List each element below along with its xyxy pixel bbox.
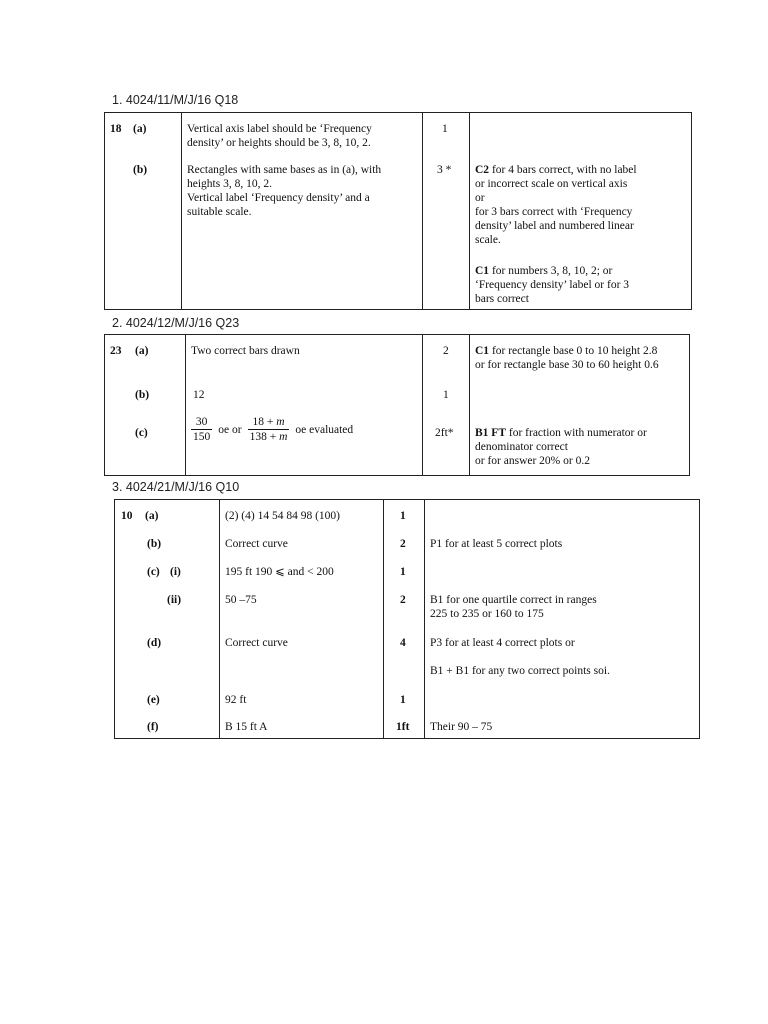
mark-value: 2ft* bbox=[435, 427, 454, 439]
guidance-code: B1 FT bbox=[475, 427, 506, 439]
mark-value: 1 bbox=[400, 510, 406, 522]
question-number: 10 bbox=[121, 510, 133, 522]
mark-value: 4 bbox=[400, 637, 406, 649]
mark-value: 1 bbox=[442, 123, 448, 135]
part-label: (a) bbox=[133, 123, 147, 135]
guidance-text: for 4 bars correct, with no label bbox=[489, 164, 637, 176]
part-label: (a) bbox=[145, 510, 159, 522]
part-label: (b) bbox=[133, 164, 148, 176]
answer-line: 92 ft bbox=[225, 694, 247, 706]
answer-text: oe evaluated bbox=[295, 423, 354, 436]
answer-line: suitable scale. bbox=[187, 206, 252, 218]
part-label: (e) bbox=[147, 694, 160, 706]
answer-line: heights 3, 8, 10, 2. bbox=[187, 178, 272, 190]
mark-value: 1 bbox=[400, 694, 406, 706]
part-label: (f) bbox=[147, 721, 159, 733]
guidance-line: or incorrect scale on vertical axis bbox=[475, 178, 628, 190]
subpart-label: (i) bbox=[170, 566, 181, 578]
guidance-line: P3 for at least 4 correct plots or bbox=[430, 637, 575, 649]
guidance-text: for numbers 3, 8, 10, 2; or bbox=[489, 265, 613, 277]
mark-value: 2 bbox=[400, 538, 406, 550]
part-label: (b) bbox=[147, 538, 162, 550]
guidance-line: for 3 bars correct with ‘Frequency bbox=[475, 206, 633, 218]
q18-mark-scheme-table bbox=[104, 112, 692, 310]
q23-mark-scheme-table bbox=[104, 334, 690, 476]
guidance-line bbox=[475, 344, 657, 358]
question-number: 23 bbox=[110, 345, 122, 357]
answer-line: Two correct bars drawn bbox=[191, 345, 300, 357]
section-1-heading: 1. 4024/11/M/J/16 Q18 bbox=[112, 93, 239, 107]
subpart-label: (ii) bbox=[167, 594, 182, 606]
answer-line: B 15 ft A bbox=[225, 721, 268, 733]
answer-line: Vertical axis label should be ‘Frequency bbox=[187, 123, 372, 135]
part-label: (c) bbox=[147, 566, 160, 578]
answer-line: 12 bbox=[193, 389, 205, 401]
guidance-line: denominator correct bbox=[475, 441, 568, 453]
answer-line: density’ or heights should be 3, 8, 10, 2. bbox=[187, 137, 371, 149]
part-label: (d) bbox=[147, 637, 162, 649]
answer-expression bbox=[191, 415, 353, 444]
answer-line: Rectangles with same bases as in (a), with bbox=[187, 164, 382, 176]
guidance-text: for rectangle base 0 to 10 height 2.8 bbox=[489, 345, 658, 357]
section-3-heading: 3. 4024/21/M/J/16 Q10 bbox=[112, 480, 240, 494]
mark-value: 1ft bbox=[396, 721, 410, 733]
answer-line: Correct curve bbox=[225, 538, 288, 550]
section-2-heading: 2. 4024/12/M/J/16 Q23 bbox=[112, 316, 240, 330]
part-label: (a) bbox=[135, 345, 149, 357]
part-label: (c) bbox=[135, 427, 148, 439]
mark-value: 2 bbox=[400, 594, 406, 606]
question-number: 18 bbox=[110, 123, 122, 135]
mark-value: 2 bbox=[443, 345, 449, 357]
guidance-line: or bbox=[475, 192, 485, 204]
fraction-numerator: 18 + m bbox=[252, 416, 285, 428]
answer-line: Vertical label ‘Frequency density’ and a bbox=[187, 192, 370, 204]
guidance-line: or for rectangle base 30 to 60 height 0.6 bbox=[475, 359, 659, 371]
guidance-line: density’ label and numbered linear bbox=[475, 220, 634, 232]
guidance-line bbox=[475, 163, 637, 177]
guidance-text: for fraction with numerator or bbox=[506, 427, 647, 439]
mark-value: 3 * bbox=[437, 164, 452, 176]
answer-line: 195 ft 190 ⩽ and < 200 bbox=[225, 566, 334, 578]
guidance-line: bars correct bbox=[475, 293, 529, 305]
answer-line: Correct curve bbox=[225, 637, 288, 649]
fraction-denominator: 138 + m bbox=[249, 431, 288, 443]
guidance-code: C1 bbox=[475, 345, 490, 357]
answer-line: 50 –75 bbox=[225, 594, 257, 606]
mark-value: 1 bbox=[443, 389, 449, 401]
guidance-line: or for answer 20% or 0.2 bbox=[475, 455, 590, 467]
guidance-line: scale. bbox=[475, 234, 501, 246]
guidance-line: P1 for at least 5 correct plots bbox=[430, 538, 563, 550]
fraction bbox=[248, 415, 290, 444]
guidance-line bbox=[475, 264, 612, 278]
guidance-line: Their 90 – 75 bbox=[430, 721, 493, 733]
answer-line: (2) (4) 14 54 84 98 (100) bbox=[225, 510, 340, 522]
answer-text: oe or bbox=[218, 423, 242, 436]
part-label: (b) bbox=[135, 389, 150, 401]
q10-mark-scheme-table bbox=[114, 499, 700, 739]
guidance-line bbox=[475, 426, 647, 440]
guidance-line: ‘Frequency density’ label or for 3 bbox=[475, 279, 630, 291]
guidance-code: C2 bbox=[475, 164, 490, 176]
guidance-line: B1 + B1 for any two correct points soi. bbox=[430, 665, 610, 677]
guidance-code: C1 bbox=[475, 265, 490, 277]
guidance-line: B1 for one quartile correct in ranges bbox=[430, 594, 597, 606]
fraction-denominator: 150 bbox=[193, 431, 211, 443]
fraction bbox=[191, 415, 212, 444]
mark-value: 1 bbox=[400, 566, 406, 578]
guidance-line: 225 to 235 or 160 to 175 bbox=[430, 608, 544, 620]
fraction-numerator: 30 bbox=[195, 416, 208, 428]
